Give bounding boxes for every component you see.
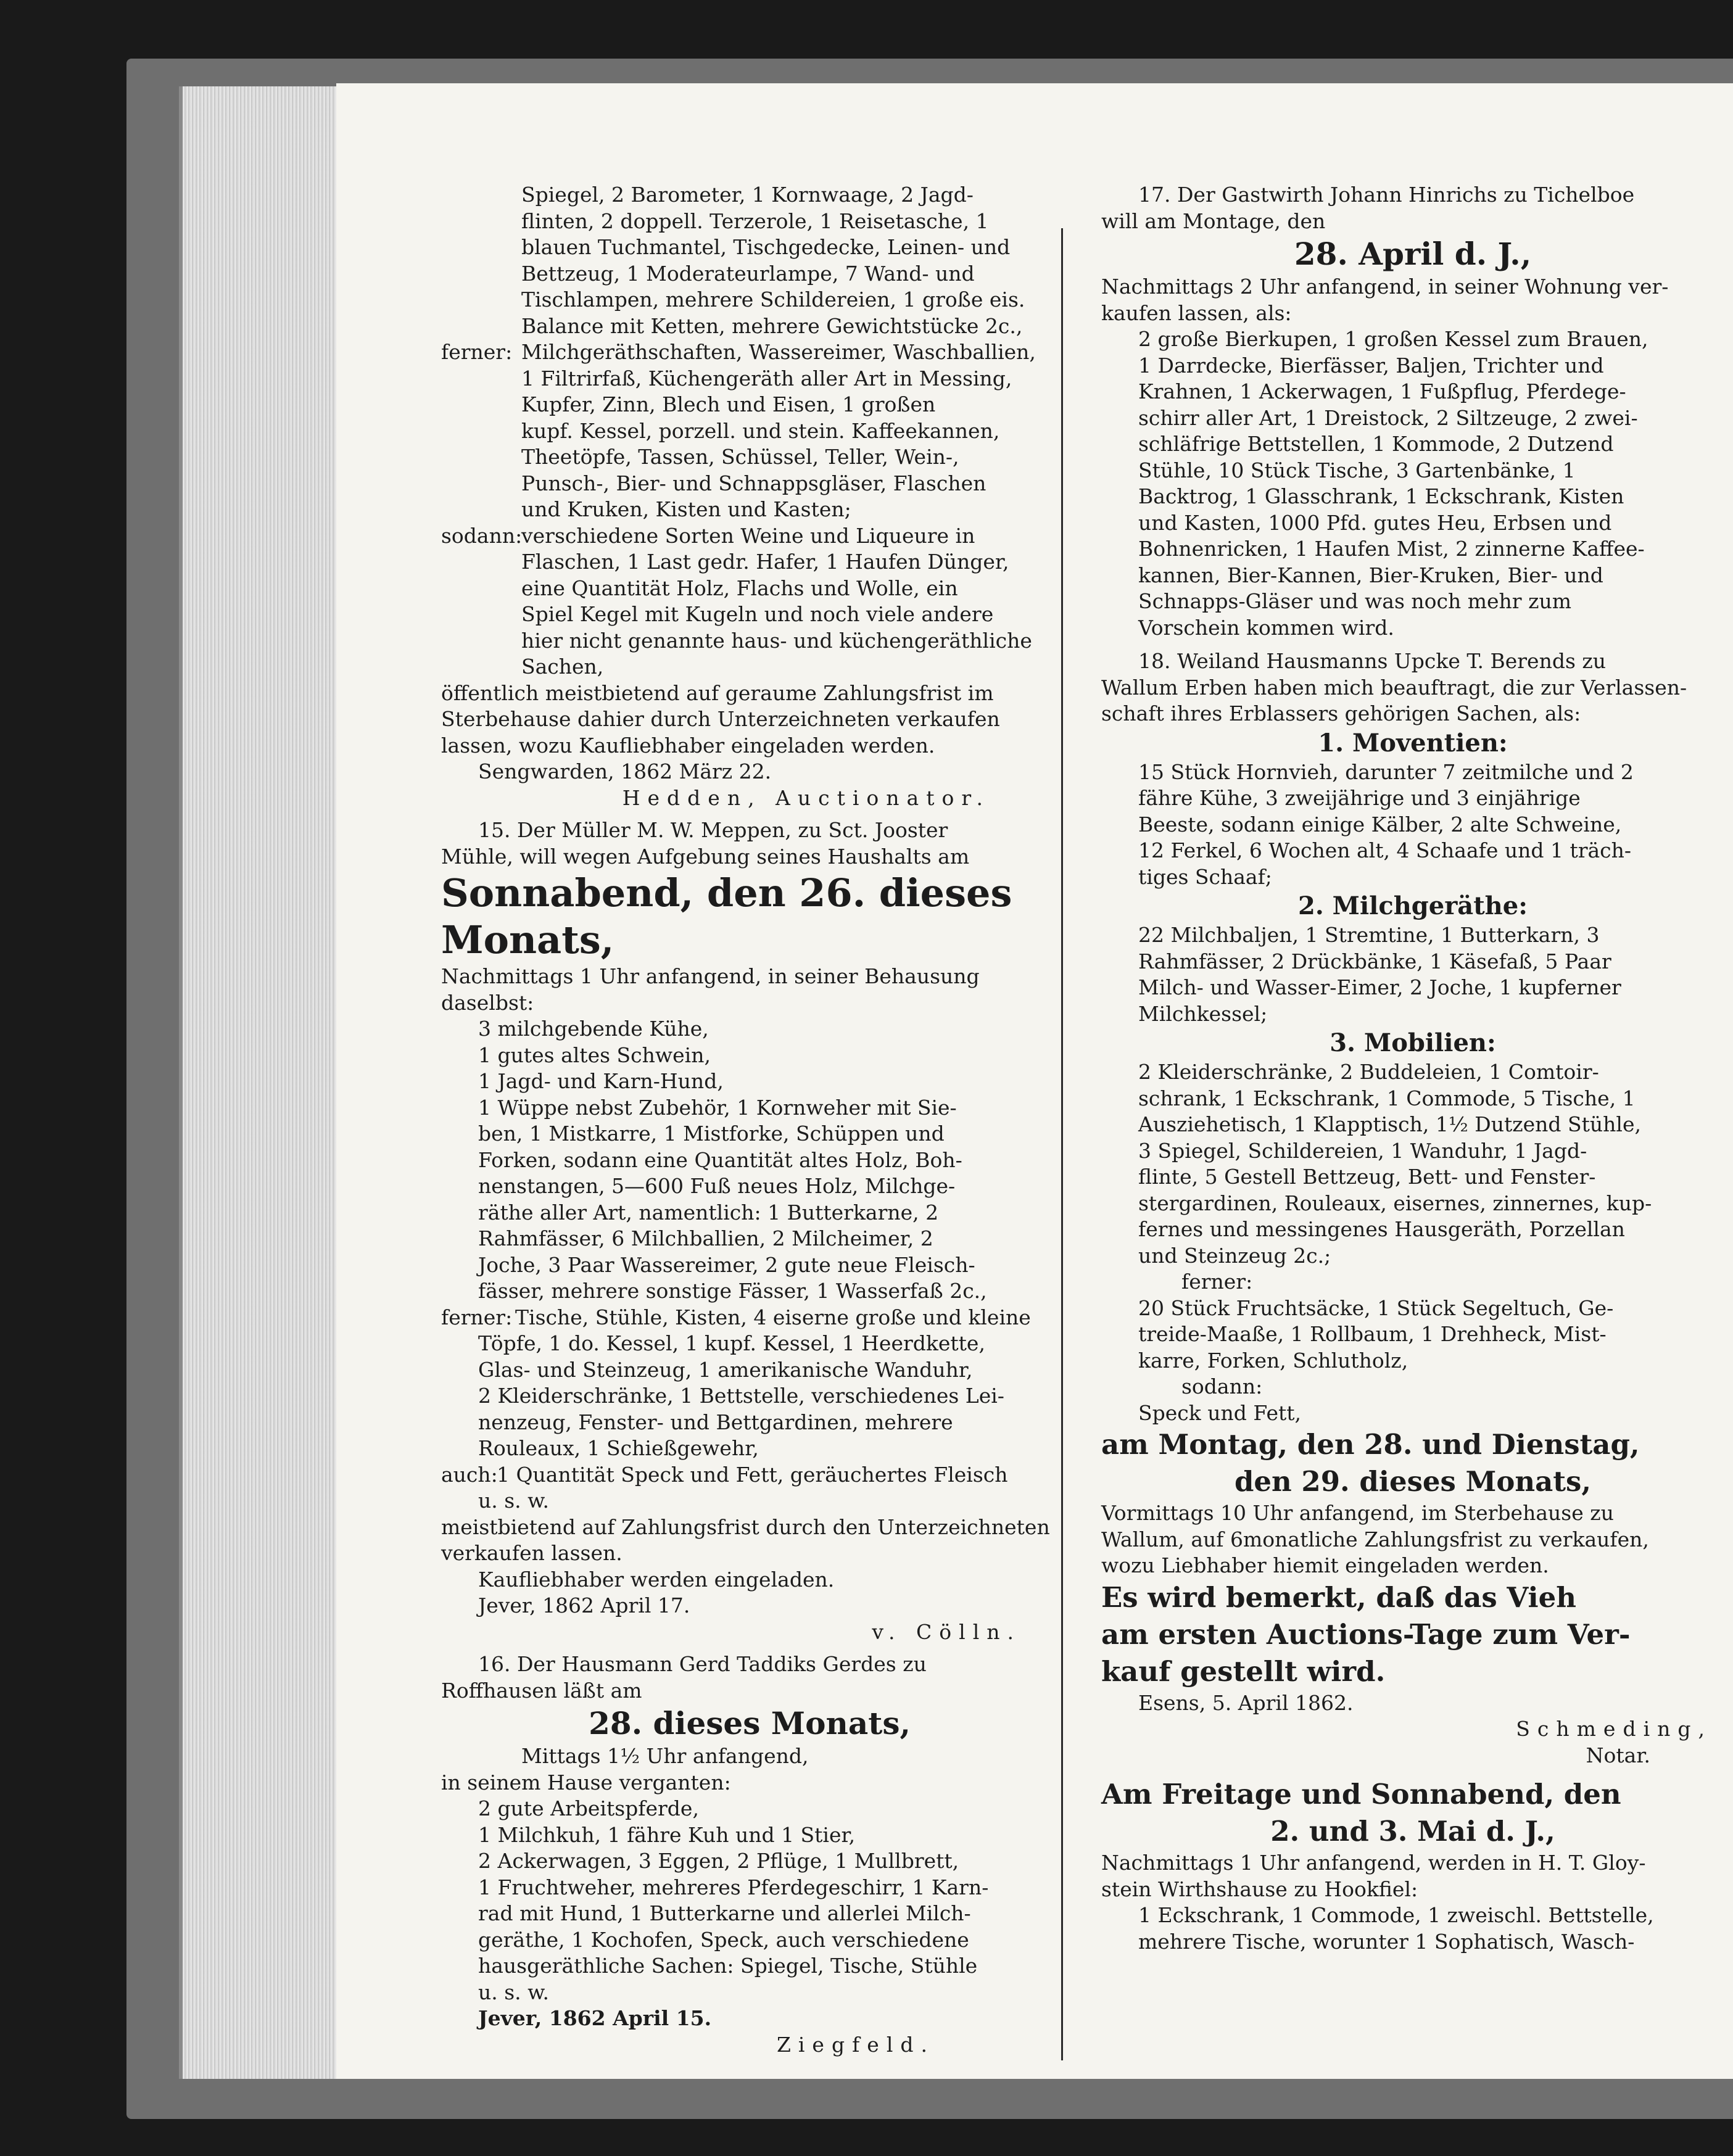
text-line: schläfrige Bettstellen, 1 Kommode, 2 Dutzend [1138,432,1614,456]
text-line: 1 Milchkuh, 1 fähre Kuh und 1 Stier, [478,1822,856,1847]
text-line: Nachmittags 1 Uhr anfangend, werden in H. T. Gloy- [1101,1851,1646,1875]
text-line: treide-Maaße, 1 Rollbaum, 1 Drehheck, Mist- [1138,1322,1607,1346]
text-line: in seinem Hause verganten: [441,1770,731,1795]
text-line: 1 Eckschrank, 1 Commode, 1 zweischl. Bettstelle, [1138,1903,1654,1927]
text-line: Mühle, will wegen Aufgebung seines Haushalts am [441,844,970,869]
text-line: Vormittags 10 Uhr anfangend, im Sterbehause zu [1101,1501,1614,1525]
text-line: 1 Fruchtweher, mehreres Pferdegeschirr, 1 Karn- [478,1875,989,1899]
text-line: schrank, 1 Eckschrank, 1 Commode, 5 Tische, 1 [1138,1086,1636,1110]
text-line: 1 Darrdecke, Bierfässer, Baljen, Trichter und [1138,353,1604,378]
auction-date-headline: am Montag, den 28. und Dienstag, [1101,1428,1640,1461]
text-line: Wallum Erben haben mich beauftragt, die zur Verlassen- [1101,675,1687,700]
text-line: Milchkessel; [1138,1001,1268,1026]
section-heading: 1. Moventien: [1318,728,1508,758]
text-line: 2 gute Arbeitspferde, [478,1796,699,1820]
text-line: Forken, sodann eine Quantität altes Holz, Boh- [478,1147,962,1172]
signature: v. Cölln. [872,1619,1021,1644]
text-line: 1 Quantität Speck und Fett, geräuchertes Fleisch [497,1462,1008,1487]
text-line: Sterbehause dahier durch Unterzeichneten verkaufen [441,707,1000,731]
text-line: u. s. w. [478,1980,549,2004]
place-date: Sengwarden, 1862 März 22. [478,759,772,783]
text-line: 15 Stück Hornvieh, darunter 7 zeitmilche und 2 [1138,759,1634,784]
text-line: fähre Kühe, 3 zweijährige und 3 einjährige [1138,786,1581,810]
text-line: Speck und Fett, [1138,1400,1301,1425]
signature: Hedden, Auctionator. [622,785,990,810]
text-line: Glas- und Steinzeug, 1 amerikanische Wanduhr, [478,1357,973,1382]
list-label: ferner: [441,1305,513,1329]
text-line: sodann: [1181,1374,1263,1398]
text-line: Krahnen, 1 Ackerwagen, 1 Fußpflug, Pferdege- [1138,379,1626,403]
text-line: kupf. Kessel, porzell. und stein. Kaffeekannen, [521,418,1000,443]
text-line: Schnapps-Gläser und was noch mehr zum [1138,589,1572,613]
text-line: kaufen lassen, als: [1101,300,1292,325]
section-heading: 2. Milchgeräthe: [1298,891,1528,920]
text-line: Bettzeug, 1 Moderateurlampe, 7 Wand- und [521,261,975,286]
text-line: flinten, 2 doppell. Terzerole, 1 Reisetasche, 1 [521,209,989,233]
text-line: Tischlampen, mehrere Schildereien, 1 große eis. [521,287,1025,312]
text-line: wozu Liebhaber hiemit eingeladen werden. [1101,1553,1549,1577]
text-line: Wallum, auf 6monatliche Zahlungsfrist zu verkaufen, [1101,1527,1649,1551]
text-line: meistbietend auf Zahlungsfrist durch den Unterzeichneten [441,1514,1050,1539]
text-line: Töpfe, 1 do. Kessel, 1 kupf. Kessel, 1 Heerdkette, [478,1331,985,1355]
text-line: Roffhausen läßt am [441,1678,642,1703]
text-line: Vorschein kommen wird. [1138,615,1394,640]
text-line: eine Quantität Holz, Flachs und Wolle, ein [521,576,958,600]
text-line: daselbst: [441,990,534,1015]
right-column [1101,182,1724,1955]
text-line: nenstangen, 5—600 Fuß neues Holz, Milchge- [478,1174,956,1198]
text-line: geräthe, 1 Kochofen, Speck, auch verschiedene [478,1927,969,1952]
text-line: Bohnenricken, 1 Haufen Mist, 2 zinnerne Kaffee- [1138,537,1645,561]
text-line: Ausziehetisch, 1 Klapptisch, 1½ Dutzend Stühle, [1138,1112,1641,1136]
notice-line: kauf gestellt wird. [1101,1654,1386,1688]
text-line: Milch- und Wasser-Eimer, 2 Joche, 1 kupferner [1138,975,1621,999]
text-line: Flaschen, 1 Last gedr. Hafer, 1 Haufen Dünger, [521,550,1009,574]
text-line: Mittags 1½ Uhr anfangend, [521,1744,809,1768]
book-page [336,83,1733,2079]
text-line: stergardinen, Rouleaux, eisernes, zinnernes, kup- [1138,1191,1652,1215]
text-line: blauen Tuchmantel, Tischgedecke, Leinen- und [521,235,1011,259]
signature: Ziegfeld. [776,2032,935,2057]
text-line: 3 Spiegel, Schildereien, 1 Wanduhr, 1 Jagd- [1138,1138,1587,1163]
place-date: Jever, 1862 April 15. [478,2006,712,2030]
text-line: verkaufen lassen. [441,1541,622,1565]
signature: Schmeding, [1516,1717,1712,1741]
text-line: Rouleaux, 1 Schießgewehr, [478,1436,759,1460]
text-line: will am Montage, den [1101,209,1326,233]
left-column [441,182,1058,2058]
text-line: 2 Kleiderschränke, 1 Bettstelle, verschiedenes Lei- [478,1384,1004,1408]
text-line: hier nicht genannte haus- und küchengeräthliche [521,628,1032,653]
text-line: Sachen, [521,655,604,679]
text-line: und Kruken, Kisten und Kasten; [521,497,851,521]
text-line: ben, 1 Mistkarre, 1 Mistforke, Schüppen und [478,1121,945,1146]
text-line: flinte, 5 Gestell Bettzeug, Bett- und Fenster- [1138,1165,1596,1189]
text-line: fernes und messingenes Hausgeräth, Porzellan [1138,1217,1625,1241]
text-line: Backtrog, 1 Glasschrank, 1 Eckschrank, Kisten [1138,484,1624,508]
text-line: schaft ihres Erblassers gehörigen Sachen, als: [1101,701,1581,725]
text-line: Kaufliebhaber werden eingeladen. [478,1567,835,1592]
text-line: u. s. w. [478,1489,549,1513]
text-line: karre, Forken, Schlutholz, [1138,1348,1408,1373]
text-line: ferner: [1181,1270,1253,1294]
place-date: Jever, 1862 April 17. [478,1593,690,1617]
text-line: rad mit Hund, 1 Butterkarne und allerlei Milch- [478,1901,971,1925]
text-line: 2 Kleiderschränke, 2 Buddeleien, 1 Comtoir- [1138,1060,1599,1084]
text-line: Spiel Kegel mit Kugeln und noch viele andere [521,602,994,626]
text-line: 22 Milchbaljen, 1 Stremtine, 1 Butterkarn, 3 [1138,923,1600,947]
section-heading: 3. Mobilien: [1330,1028,1496,1057]
text-line: 1 gutes altes Schwein, [478,1043,711,1067]
auction-date-headline: 28. April d. J., [1294,236,1532,272]
text-line: Punsch-, Bier- und Schnappsgläser, Flaschen [521,471,986,495]
text-line: Kupfer, Zinn, Blech und Eisen, 1 großen [521,392,936,416]
text-line: und Steinzeug 2c.; [1138,1243,1331,1268]
text-line: Rahmfässer, 2 Drückbänke, 1 Käsefaß, 5 Paar [1138,949,1611,973]
auction-date-headline: den 29. dieses Monats, [1234,1465,1592,1498]
text-line: Balance mit Ketten, mehrere Gewichtstücke 2c., [521,313,1023,338]
notice-line: am ersten Auctions-Tage zum Ver- [1101,1617,1631,1651]
text-line: 18. Weiland Hausmanns Upcke T. Berends zu [1138,649,1607,673]
text-line: schirr aller Art, 1 Dreistock, 2 Siltzeuge, 2 zwei- [1138,405,1638,430]
text-line: lassen, wozu Kaufliebhaber eingeladen werden. [441,733,935,758]
text-line: stein Wirthshause zu Hookfiel: [1101,1877,1418,1901]
text-line: Nachmittags 2 Uhr anfangend, in seiner Wohnung ver- [1101,275,1669,299]
auction-date-headline: Am Freitage und Sonnabend, den [1101,1778,1621,1811]
place-date: Esens, 5. April 1862. [1138,1690,1354,1715]
text-line: Theetöpfe, Tassen, Schüssel, Teller, Wein-, [521,445,959,469]
auction-date-headline: 2. und 3. Mai d. J., [1270,1815,1555,1848]
text-line: räthe aller Art, namentlich: 1 Butterkarne, 2 [478,1200,939,1225]
text-line: nenzeug, Fenster- und Bettgardinen, mehrere [478,1410,953,1434]
text-line: 12 Ferkel, 6 Wochen alt, 4 Schaafe und 1 träch- [1138,838,1632,862]
text-line: 1 Filtrirfaß, Küchengeräth aller Art in Messing, [521,366,1012,390]
text-line: Rahmfässer, 6 Milchballien, 2 Milcheimer, 2 [478,1226,933,1250]
text-line: mehrere Tische, worunter 1 Sophatisch, Wasch- [1138,1929,1635,1954]
text-line: Tische, Stühle, Kisten, 4 eiserne große und kleine [515,1305,1031,1329]
text-line: 3 milchgebende Kühe, [478,1017,709,1041]
text-line: 15. Der Müller M. W. Meppen, zu Sct. Jooster [478,818,948,842]
text-line: Stühle, 10 Stück Tische, 3 Gartenbänke, 1 [1138,458,1576,482]
text-line: 20 Stück Fruchtsäcke, 1 Stück Segeltuch, Ge- [1138,1295,1614,1320]
text-line: fässer, mehrere sonstige Fässer, 1 Wasserfaß 2c., [478,1279,987,1303]
auch-row [441,1462,1058,1489]
text-line: hausgeräthliche Sachen: Spiegel, Tische, Stühle [478,1954,978,1978]
text-line: 2 Ackerwagen, 3 Eggen, 2 Pflüge, 1 Mullbrett, [478,1849,959,1873]
page-edges [179,86,355,2079]
notice-line: Es wird bemerkt, daß das Vieh [1101,1580,1576,1614]
sodann-row [441,523,1058,550]
text-line: Spiegel, 2 Barometer, 1 Kornwaage, 2 Jagd- [521,183,974,207]
text-line: 17. Der Gastwirth Johann Hinrichs zu Tichelboe [1138,183,1635,207]
auction-date-headline: 28. dieses Monats, [589,1705,911,1741]
text-line: öffentlich meistbietend auf geraume Zahlungsfrist im [441,680,994,705]
list-label: ferner: [441,340,513,364]
list-label: sodann: [441,523,523,548]
text-line: 1 Jagd- und Karn-Hund, [478,1069,724,1093]
text-line: 2 große Bierkupen, 1 großen Kessel zum Brauen, [1138,327,1648,351]
text-line: 1 Wüppe nebst Zubehör, 1 Kornweher mit Sie- [478,1095,957,1120]
signature-title: Notar. [1586,1743,1650,1767]
auction-date-headline: Sonnabend, den 26. dieses Monats, [441,870,1012,962]
text-line: Nachmittags 1 Uhr anfangend, in seiner Behausung [441,964,980,988]
text-line: Joche, 3 Paar Wassereimer, 2 gute neue Fleisch- [478,1252,975,1277]
text-line: Beeste, sodann einige Kälber, 2 alte Schweine, [1138,812,1622,836]
text-line: 16. Der Hausmann Gerd Taddiks Gerdes zu [478,1652,927,1676]
ferner-row [441,339,1058,366]
text-line: tiges Schaaf; [1138,864,1272,889]
ferner-row [441,1305,1058,1331]
text-line: und Kasten, 1000 Pfd. gutes Heu, Erbsen und [1138,510,1612,535]
text-line: Milchgeräthschaften, Wassereimer, Waschballien, [521,340,1036,364]
list-label: auch: [441,1462,498,1487]
text-line: verschiedene Sorten Weine und Liqueure in [521,523,975,548]
column-divider [1061,228,1063,2060]
text-line: kannen, Bier-Kannen, Bier-Kruken, Bier- und [1138,563,1603,587]
